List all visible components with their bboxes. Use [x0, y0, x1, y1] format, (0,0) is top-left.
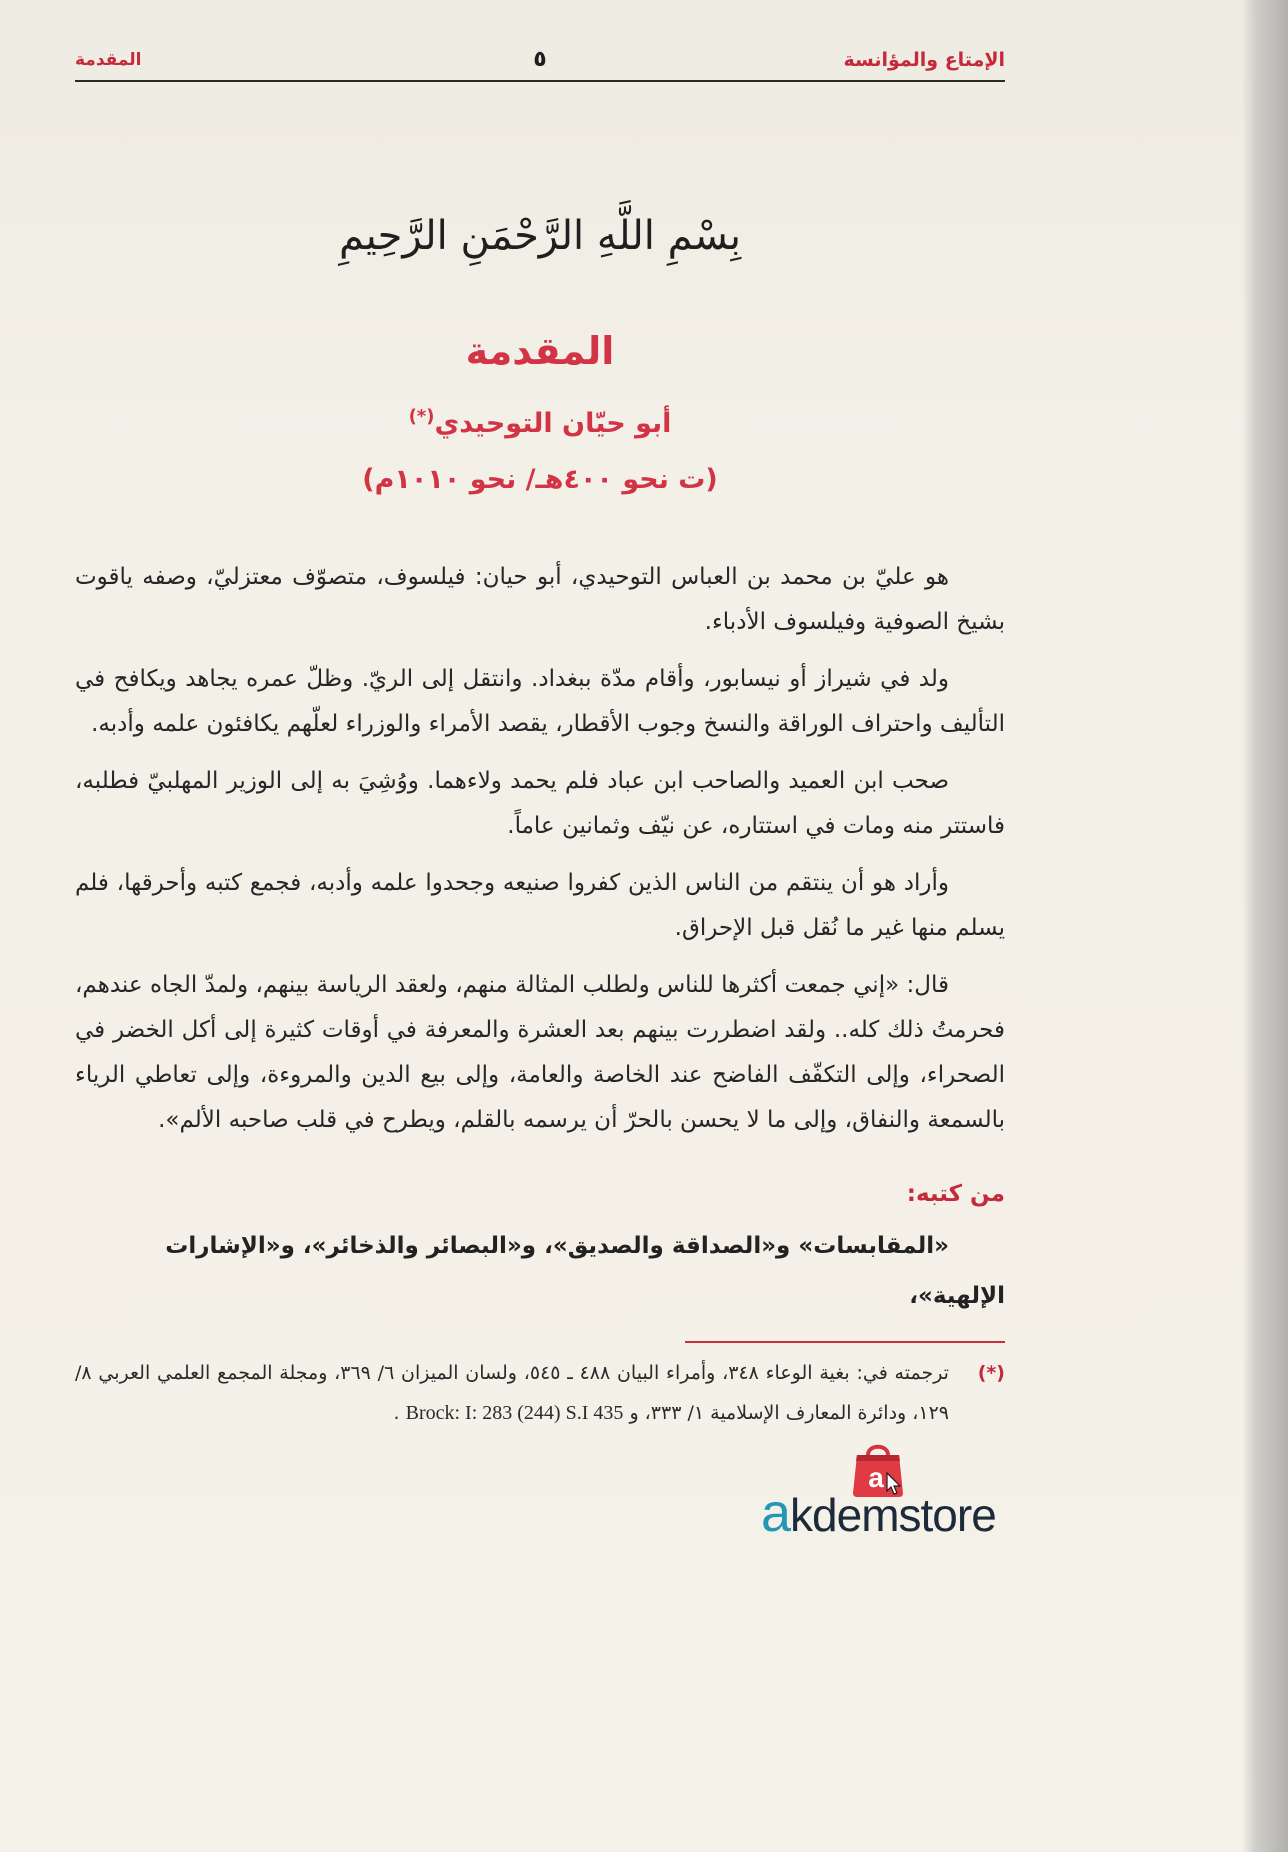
- books-heading: من كتبه:: [906, 1181, 1005, 1207]
- body-text: [75, 555, 1005, 1143]
- paragraph: هو عليّ بن محمد بن العباس التوحيدي، أبو حيان: فيلسوف، متصوّف معتزليّ، وصفه ياقوت بشيخ الصوفية وفيلسوف الأدباء.: [75, 564, 1005, 635]
- books-list: «المقابسات» و«الصداقة والصديق»، و«البصائر والذخائر»، و«الإشارات الإلهية»،: [165, 1233, 1005, 1309]
- footnote-latin-reference: Brock: I: 283 (244) S.I 435: [405, 1402, 624, 1424]
- footnote-end: .: [393, 1402, 400, 1424]
- book-title-header: الإمتاع والمؤانسة: [843, 49, 1005, 71]
- running-header: [75, 36, 1005, 82]
- author-heading: [75, 399, 1005, 449]
- basmala: بِسْمِ اللَّهِ الرَّحْمَنِ الرَّحِيمِ: [338, 213, 742, 259]
- footnote-reference: (*): [408, 406, 435, 427]
- binding-shadow: [1242, 0, 1288, 1852]
- paragraph: وأراد هو أن ينتقم من الناس الذين كفروا صنيعه وجحدوا علمه وأدبه، فجمع كتبه وأحرقها، فلم يسلم منها غير ما نُقل قبل الإحراق.: [75, 870, 1005, 941]
- paragraph: ولد في شيراز أو نيسابور، وأقام مدّة ببغداد. وانتقل إلى الريّ. وظلّ عمره يجاهد ويكافح في التأليف واحتراف الوراقة والنسخ وجوب الأقطار، يقصد الأمراء والوزراء لعلّهم يكافئون علمه وأدبه.: [75, 666, 1005, 737]
- page-number: ٥: [533, 47, 547, 72]
- section-title: المقدمة: [465, 329, 615, 373]
- footnote-mark: (*): [977, 1362, 1005, 1384]
- paragraph: صحب ابن العميد والصاحب ابن عباد فلم يحمد ولاءهما. ووُشِيَ به إلى الوزير المهلبيّ فطلبه، فاستتر منه ومات في استتاره، عن نيّف وثمانين عاماً.: [75, 768, 1005, 839]
- footnote-text: ترجمته في: بغية الوعاء ٣٤٨، وأمراء البيان ٤٨٨ ـ ٥٤٥، ولسان الميزان ٦/ ٣٦٩، ومجلة المجمع العلمي العربي ٨/ ١٢٩، ودائرة المعارف الإسلامية ١/ ٣٣٣، و: [75, 1362, 949, 1424]
- page-column: [75, 36, 1005, 1543]
- author-dates: (ت نحو ٤٠٠هـ/ نحو ١٠١٠م): [362, 464, 718, 495]
- footnote: [75, 1353, 1005, 1433]
- paragraph: قال: «إني جمعت أكثرها للناس ولطلب المثالة منهم، ولعقد الرياسة بينهم، ولمدّ الجاه عندهم، فحرمتُ ذلك كله.. ولقد اضطررت بينهم بعد العشرة والمعرفة في أوقات كثيرة إلى أكل الخضر في الصحراء، وإلى التكفّف الفاضح عند الخاصة والعامة، وإلى بيع الدين والمروءة، وإلى تعاطي الرياء بالسمعة والنفاق، وإلى ما لا يحسن بالحرّ أن يرسمه بالقلم، ويطرح في قلب صاحبه الألم».: [75, 972, 1005, 1133]
- watermark-logo: [761, 1439, 1001, 1543]
- author-name: أبو حيّان التوحيدي: [434, 408, 672, 439]
- section-title-header: المقدمة: [75, 50, 142, 70]
- bag-letter: a: [868, 1462, 884, 1493]
- footnote-separator: [685, 1341, 1005, 1343]
- brand-name: akdemstore: [761, 1483, 996, 1543]
